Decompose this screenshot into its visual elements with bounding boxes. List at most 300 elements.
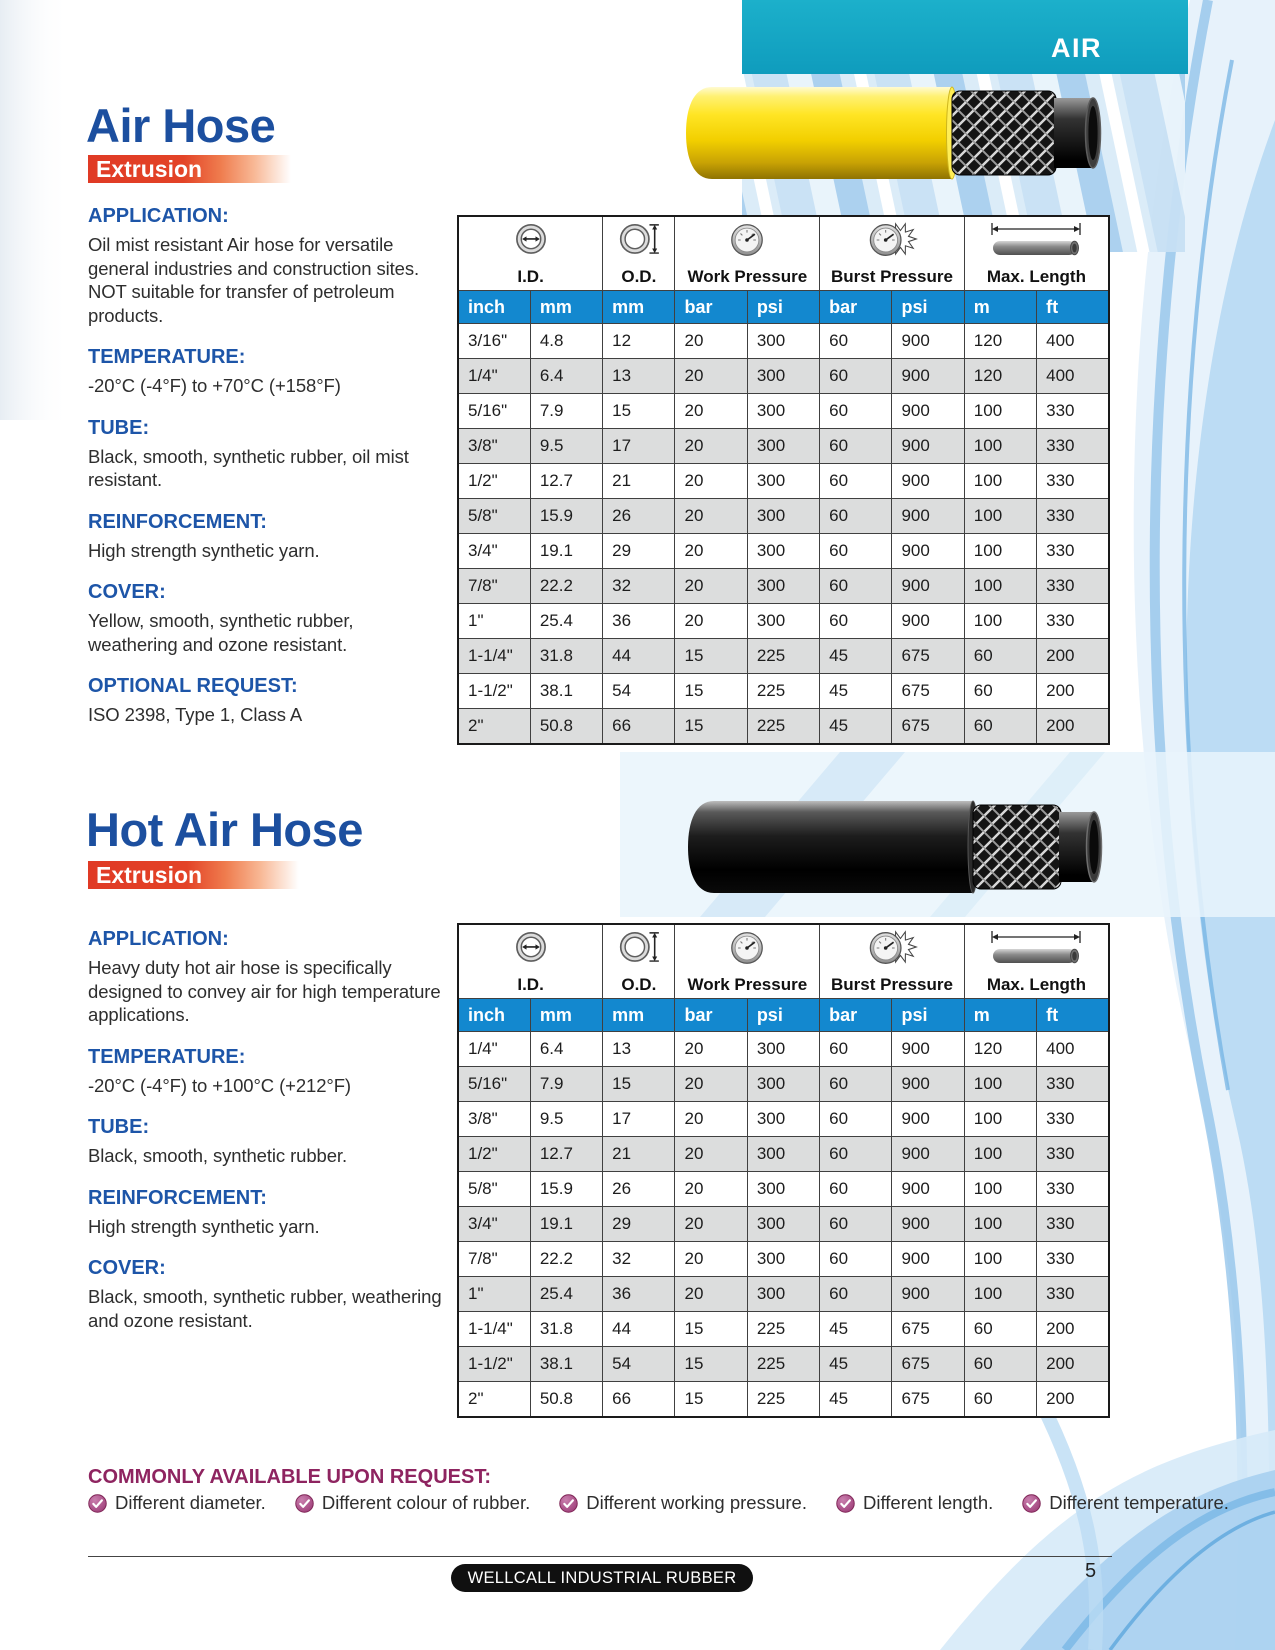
unit-header: mm <box>603 999 675 1032</box>
table-cell: 60 <box>820 359 892 394</box>
table-cell: 7.9 <box>530 1067 602 1102</box>
table-cell: 15 <box>675 1382 747 1418</box>
table-cell: 60 <box>964 674 1036 709</box>
spec-block-reinforcement <box>88 511 444 563</box>
table-cell: 5/16" <box>458 394 530 429</box>
table-cell: 225 <box>747 1382 819 1418</box>
table-cell: 330 <box>1037 1277 1109 1312</box>
page-number: 5 <box>1085 1560 1097 1582</box>
air-hose-spec-table <box>457 215 1110 745</box>
table-cell: 17 <box>603 429 675 464</box>
column-group-label: O.D. <box>621 267 657 286</box>
table-cell: 25.4 <box>530 1277 602 1312</box>
table-cell: 300 <box>747 604 819 639</box>
table-cell: 54 <box>603 674 675 709</box>
unit-header: ft <box>1037 999 1109 1032</box>
column-group-label: Burst Pressure <box>831 267 953 286</box>
table-cell: 15 <box>675 674 747 709</box>
table-cell: 2" <box>458 1382 530 1418</box>
table-cell: 330 <box>1037 464 1109 499</box>
table-cell: 60 <box>964 639 1036 674</box>
table-row <box>458 1172 1109 1207</box>
table-cell: 900 <box>892 499 964 534</box>
table-row <box>458 1382 1109 1418</box>
table-cell: 66 <box>603 709 675 745</box>
table-cell: 45 <box>820 1312 892 1347</box>
table-cell: 15.9 <box>530 499 602 534</box>
burst-pressure-gauge-icon <box>865 221 919 259</box>
table-cell: 20 <box>675 534 747 569</box>
table-cell: 900 <box>892 464 964 499</box>
request-item <box>1022 1492 1229 1514</box>
request-item-label: Different temperature. <box>1049 1492 1229 1513</box>
table-cell: 1/4" <box>458 1032 530 1067</box>
outer-diameter-icon <box>616 929 662 967</box>
table-cell: 31.8 <box>530 639 602 674</box>
black-hot-air-hose-image <box>680 800 1107 894</box>
table-row <box>458 569 1109 604</box>
table-row <box>458 674 1109 709</box>
table-cell: 60 <box>820 324 892 359</box>
table-cell: 20 <box>675 1032 747 1067</box>
column-group-label: Work Pressure <box>687 975 808 994</box>
table-cell: 20 <box>675 394 747 429</box>
table-cell: 20 <box>675 569 747 604</box>
table-row <box>458 1067 1109 1102</box>
request-heading: COMMONLY AVAILABLE UPON REQUEST: <box>88 1466 491 1488</box>
request-item <box>295 1492 530 1514</box>
table-cell: 25.4 <box>530 604 602 639</box>
table-cell: 400 <box>1037 1032 1109 1067</box>
table-cell: 60 <box>820 1067 892 1102</box>
spec-block-optional-request <box>88 675 444 727</box>
table-group-header-row <box>458 216 1109 291</box>
table-row <box>458 1207 1109 1242</box>
spec-block-tube <box>88 1116 444 1168</box>
table-cell: 45 <box>820 709 892 745</box>
table-cell: 60 <box>820 534 892 569</box>
table-cell: 6.4 <box>530 359 602 394</box>
check-icon <box>295 1494 314 1513</box>
table-cell: 1" <box>458 1277 530 1312</box>
table-cell: 1/4" <box>458 359 530 394</box>
table-cell: 19.1 <box>530 534 602 569</box>
table-cell: 4.8 <box>530 324 602 359</box>
table-cell: 900 <box>892 1067 964 1102</box>
table-row <box>458 639 1109 674</box>
table-cell: 300 <box>747 1207 819 1242</box>
inner-diameter-icon <box>508 221 554 259</box>
unit-header: mm <box>530 291 602 324</box>
unit-header: mm <box>603 291 675 324</box>
table-cell: 675 <box>892 1347 964 1382</box>
table-cell: 675 <box>892 1382 964 1418</box>
column-group-label: Max. Length <box>986 267 1086 286</box>
table-cell: 200 <box>1037 674 1109 709</box>
spec-body: -20°C (-4°F) to +70°C (+158°F) <box>88 375 341 396</box>
table-cell: 120 <box>964 324 1036 359</box>
table-cell: 300 <box>747 1242 819 1277</box>
unit-header: mm <box>530 999 602 1032</box>
table-cell: 60 <box>820 1172 892 1207</box>
table-cell: 120 <box>964 1032 1036 1067</box>
table-cell: 330 <box>1037 534 1109 569</box>
unit-header: bar <box>675 291 747 324</box>
spec-block-application <box>88 205 444 327</box>
table-cell: 20 <box>675 1137 747 1172</box>
table-row <box>458 1312 1109 1347</box>
footer-company-badge: WELLCALL INDUSTRIAL RUBBER HOSE <box>451 1564 753 1592</box>
table-cell: 1-1/2" <box>458 674 530 709</box>
table-cell: 19.1 <box>530 1207 602 1242</box>
spec-body: Black, smooth, synthetic rubber, oil mist resistant. <box>88 445 409 490</box>
table-cell: 60 <box>964 1312 1036 1347</box>
table-cell: 26 <box>603 1172 675 1207</box>
table-cell: 15 <box>675 1312 747 1347</box>
table-cell: 300 <box>747 324 819 359</box>
table-cell: 7/8" <box>458 569 530 604</box>
yellow-air-hose-image <box>678 86 1108 180</box>
spec-heading: TEMPERATURE: <box>88 1045 246 1068</box>
request-item-label: Different diameter. <box>115 1492 266 1513</box>
table-unit-header-row <box>458 291 1109 324</box>
table-cell: 900 <box>892 1137 964 1172</box>
table-cell: 300 <box>747 1102 819 1137</box>
table-cell: 60 <box>820 499 892 534</box>
table-cell: 330 <box>1037 1102 1109 1137</box>
table-cell: 200 <box>1037 1347 1109 1382</box>
table-cell: 12.7 <box>530 1137 602 1172</box>
table-cell: 900 <box>892 604 964 639</box>
table-cell: 60 <box>820 1032 892 1067</box>
unit-header: psi <box>747 999 819 1032</box>
unit-header: bar <box>820 291 892 324</box>
spec-body: High strength synthetic yarn. <box>88 539 320 561</box>
unit-header: inch <box>458 999 530 1032</box>
table-cell: 100 <box>964 534 1036 569</box>
burst-pressure-gauge-icon <box>865 929 919 967</box>
table-cell: 45 <box>820 1347 892 1382</box>
air-hose-table-body <box>458 324 1109 745</box>
table-row <box>458 464 1109 499</box>
column-group-label: O.D. <box>621 975 657 994</box>
spec-body: Oil mist resistant Air hose for versatile general industries and construction sites. NOT suitable for transfer of petroleum products. <box>88 234 420 326</box>
table-cell: 6.4 <box>530 1032 602 1067</box>
table-cell: 100 <box>964 1242 1036 1277</box>
table-cell: 300 <box>747 1137 819 1172</box>
table-cell: 300 <box>747 1277 819 1312</box>
table-cell: 225 <box>747 1312 819 1347</box>
table-cell: 3/4" <box>458 1207 530 1242</box>
unit-header: psi <box>892 999 964 1032</box>
table-cell: 20 <box>675 324 747 359</box>
table-cell: 7.9 <box>530 394 602 429</box>
table-cell: 300 <box>747 1067 819 1102</box>
air-hose-spec-column <box>88 205 444 746</box>
table-cell: 36 <box>603 1277 675 1312</box>
table-cell: 900 <box>892 1032 964 1067</box>
table-cell: 3/8" <box>458 1102 530 1137</box>
table-cell: 9.5 <box>530 429 602 464</box>
unit-header: psi <box>892 291 964 324</box>
unit-header: bar <box>820 999 892 1032</box>
table-cell: 5/8" <box>458 1172 530 1207</box>
table-cell: 900 <box>892 1102 964 1137</box>
spec-block-cover <box>88 581 444 656</box>
table-row <box>458 499 1109 534</box>
table-cell: 100 <box>964 394 1036 429</box>
table-row <box>458 1137 1109 1172</box>
table-cell: 66 <box>603 1382 675 1418</box>
table-cell: 15 <box>675 1347 747 1382</box>
column-group-label: I.D. <box>517 267 544 286</box>
table-row <box>458 429 1109 464</box>
request-items <box>88 1492 1229 1514</box>
table-cell: 675 <box>892 674 964 709</box>
request-item <box>836 1492 993 1514</box>
spec-body: Black, smooth, synthetic rubber. <box>88 1145 348 1166</box>
table-cell: 60 <box>964 1382 1036 1418</box>
check-icon <box>1022 1494 1041 1513</box>
table-cell: 22.2 <box>530 569 602 604</box>
table-cell: 900 <box>892 534 964 569</box>
table-cell: 330 <box>1037 604 1109 639</box>
unit-header: psi <box>747 291 819 324</box>
table-cell: 17 <box>603 1102 675 1137</box>
table-cell: 50.8 <box>530 1382 602 1418</box>
table-cell: 3/16" <box>458 324 530 359</box>
table-cell: 29 <box>603 1207 675 1242</box>
table-cell: 200 <box>1037 709 1109 745</box>
table-row <box>458 604 1109 639</box>
hot-air-hose-title: Hot Air Hose <box>86 803 363 856</box>
spec-body: -20°C (-4°F) to +100°C (+212°F) <box>88 1074 351 1096</box>
table-cell: 50.8 <box>530 709 602 745</box>
table-cell: 20 <box>675 1242 747 1277</box>
table-cell: 900 <box>892 324 964 359</box>
table-cell: 225 <box>747 639 819 674</box>
request-item <box>88 1492 266 1514</box>
table-cell: 675 <box>892 1312 964 1347</box>
table-cell: 100 <box>964 1067 1036 1102</box>
table-cell: 20 <box>675 464 747 499</box>
spec-heading: REINFORCEMENT: <box>88 1186 267 1209</box>
table-cell: 300 <box>747 394 819 429</box>
table-cell: 225 <box>747 709 819 745</box>
table-cell: 900 <box>892 359 964 394</box>
table-cell: 13 <box>603 1032 675 1067</box>
request-item <box>559 1492 807 1514</box>
unit-header: ft <box>1037 291 1109 324</box>
check-icon <box>88 1494 107 1513</box>
table-cell: 60 <box>820 1207 892 1242</box>
table-cell: 38.1 <box>530 1347 602 1382</box>
table-cell: 2" <box>458 709 530 745</box>
table-cell: 45 <box>820 639 892 674</box>
spec-heading: COVER: <box>88 1257 166 1279</box>
table-cell: 15 <box>675 709 747 745</box>
check-icon <box>559 1494 578 1513</box>
request-item-label: Different working pressure. <box>586 1492 807 1513</box>
table-row <box>458 359 1109 394</box>
table-cell: 22.2 <box>530 1242 602 1277</box>
table-cell: 100 <box>964 499 1036 534</box>
table-cell: 20 <box>675 359 747 394</box>
table-cell: 60 <box>820 1242 892 1277</box>
footer-divider <box>88 1556 1112 1557</box>
spec-heading: TUBE: <box>88 1116 150 1138</box>
unit-header: m <box>964 999 1036 1032</box>
table-cell: 29 <box>603 534 675 569</box>
spec-block-temperature <box>88 1046 444 1098</box>
spec-block-temperature <box>88 346 444 398</box>
table-row <box>458 1102 1109 1137</box>
table-cell: 1-1/4" <box>458 639 530 674</box>
table-row <box>458 1242 1109 1277</box>
table-cell: 44 <box>603 1312 675 1347</box>
column-group-label: I.D. <box>517 975 544 994</box>
table-cell: 32 <box>603 569 675 604</box>
table-cell: 330 <box>1037 569 1109 604</box>
table-cell: 60 <box>820 429 892 464</box>
table-cell: 15 <box>675 639 747 674</box>
table-row <box>458 394 1109 429</box>
table-cell: 100 <box>964 429 1036 464</box>
table-cell: 300 <box>747 534 819 569</box>
table-cell: 200 <box>1037 1312 1109 1347</box>
spec-heading: TEMPERATURE: <box>88 346 246 368</box>
table-cell: 330 <box>1037 1207 1109 1242</box>
table-cell: 300 <box>747 499 819 534</box>
table-cell: 900 <box>892 1207 964 1242</box>
table-cell: 900 <box>892 1242 964 1277</box>
table-cell: 100 <box>964 569 1036 604</box>
spec-body: Black, smooth, synthetic rubber, weathering and ozone resistant. <box>88 1286 442 1331</box>
table-cell: 36 <box>603 604 675 639</box>
table-cell: 54 <box>603 1347 675 1382</box>
category-band <box>742 0 1188 74</box>
table-cell: 330 <box>1037 1137 1109 1172</box>
table-group-header-row <box>458 924 1109 999</box>
table-cell: 100 <box>964 1172 1036 1207</box>
request-item-label: Different colour of rubber. <box>321 1492 531 1513</box>
table-row <box>458 1347 1109 1382</box>
table-cell: 300 <box>747 359 819 394</box>
table-cell: 225 <box>747 1347 819 1382</box>
hot-air-hose-spec-table <box>457 923 1110 1418</box>
table-cell: 330 <box>1037 1067 1109 1102</box>
air-hose-process-badge: Extrusion <box>88 155 295 183</box>
table-cell: 330 <box>1037 499 1109 534</box>
table-cell: 60 <box>964 709 1036 745</box>
unit-header: m <box>964 291 1036 324</box>
table-cell: 675 <box>892 709 964 745</box>
column-group-label: Max. Length <box>986 975 1086 994</box>
table-cell: 330 <box>1037 1172 1109 1207</box>
table-cell: 60 <box>820 394 892 429</box>
spec-block-cover <box>88 1257 444 1332</box>
table-cell: 45 <box>820 674 892 709</box>
table-cell: 60 <box>820 464 892 499</box>
spec-heading: OPTIONAL REQUEST: <box>88 675 298 697</box>
table-unit-header-row <box>458 999 1109 1032</box>
table-cell: 60 <box>820 604 892 639</box>
spec-heading: APPLICATION: <box>88 928 229 950</box>
table-cell: 300 <box>747 1032 819 1067</box>
table-cell: 225 <box>747 674 819 709</box>
table-cell: 675 <box>892 639 964 674</box>
table-cell: 20 <box>675 1172 747 1207</box>
table-cell: 100 <box>964 1277 1036 1312</box>
table-cell: 15 <box>603 394 675 429</box>
hot-air-hose-process-badge: Extrusion <box>88 861 303 889</box>
table-cell: 44 <box>603 639 675 674</box>
table-cell: 12 <box>603 324 675 359</box>
table-cell: 38.1 <box>530 674 602 709</box>
table-row <box>458 1032 1109 1067</box>
table-row <box>458 709 1109 745</box>
spec-heading: REINFORCEMENT: <box>88 510 267 533</box>
table-cell: 20 <box>675 604 747 639</box>
table-cell: 60 <box>820 569 892 604</box>
column-group-label: Burst Pressure <box>831 975 953 994</box>
table-cell: 1-1/2" <box>458 1347 530 1382</box>
table-cell: 20 <box>675 499 747 534</box>
table-cell: 900 <box>892 394 964 429</box>
table-cell: 300 <box>747 429 819 464</box>
spec-body: Heavy duty hot air hose is specifically designed to convey air for high temperature applications. <box>88 957 441 1025</box>
table-cell: 26 <box>603 499 675 534</box>
category-label: AIR <box>1051 33 1102 63</box>
table-cell: 21 <box>603 464 675 499</box>
table-cell: 900 <box>892 1172 964 1207</box>
table-cell: 60 <box>820 1137 892 1172</box>
table-cell: 3/8" <box>458 429 530 464</box>
table-cell: 45 <box>820 1382 892 1418</box>
table-row <box>458 324 1109 359</box>
table-cell: 20 <box>675 1207 747 1242</box>
hot-air-hose-spec-column <box>88 928 444 1351</box>
table-cell: 60 <box>820 1102 892 1137</box>
table-cell: 15 <box>603 1067 675 1102</box>
spec-heading: APPLICATION: <box>88 205 229 227</box>
max-length-icon <box>988 221 1084 261</box>
table-cell: 900 <box>892 1277 964 1312</box>
spec-body: High strength synthetic yarn. <box>88 1215 320 1237</box>
work-pressure-gauge-icon <box>726 221 768 259</box>
spec-heading: COVER: <box>88 581 166 603</box>
table-row <box>458 1277 1109 1312</box>
table-cell: 200 <box>1037 1382 1109 1418</box>
work-pressure-gauge-icon <box>726 929 768 967</box>
table-cell: 100 <box>964 1207 1036 1242</box>
table-cell: 60 <box>964 1347 1036 1382</box>
table-cell: 20 <box>675 429 747 464</box>
unit-header: inch <box>458 291 530 324</box>
table-cell: 20 <box>675 1277 747 1312</box>
table-cell: 5/8" <box>458 499 530 534</box>
spec-body: Yellow, smooth, synthetic rubber, weathering and ozone resistant. <box>88 610 354 655</box>
table-cell: 13 <box>603 359 675 394</box>
spec-body: ISO 2398, Type 1, Class A <box>88 704 303 725</box>
table-cell: 20 <box>675 1067 747 1102</box>
column-group-label: Work Pressure <box>687 267 808 286</box>
unit-header: bar <box>675 999 747 1032</box>
table-cell: 31.8 <box>530 1312 602 1347</box>
table-cell: 15.9 <box>530 1172 602 1207</box>
spec-block-reinforcement <box>88 1187 444 1239</box>
table-cell: 7/8" <box>458 1242 530 1277</box>
